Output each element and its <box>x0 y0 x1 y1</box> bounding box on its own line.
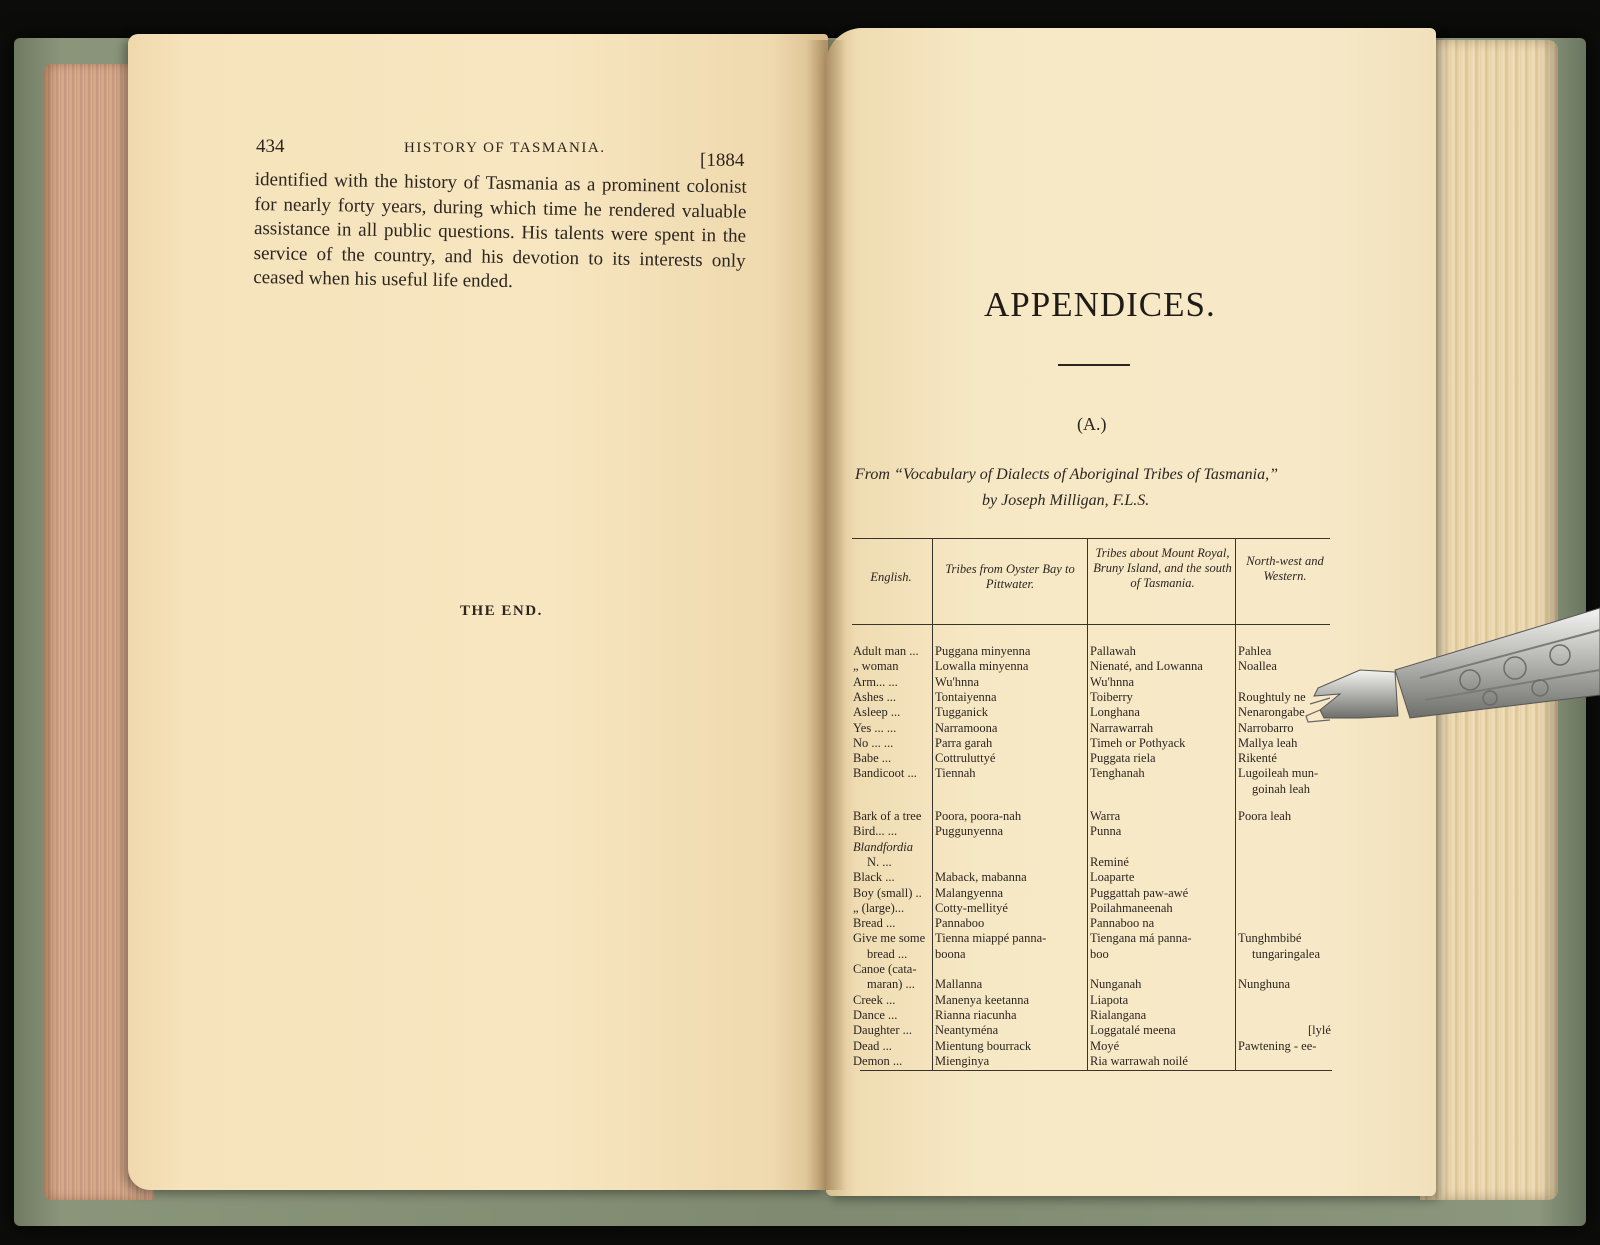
table-cell: Demon ... <box>853 1053 903 1068</box>
table-cell: Bark of a tree <box>853 809 922 823</box>
column-header: Tribes about Mount Royal, Bruny Island, and the south of Tasmania. <box>1093 546 1232 590</box>
table-cell: Poilahmaneenah <box>1090 900 1173 915</box>
table-cell: goinah leah <box>1252 781 1310 796</box>
table-cell: Lugoileah mun- <box>1238 766 1319 781</box>
table-cell: Neantyména <box>935 1023 999 1038</box>
table-cell: Puggana minyenna <box>935 644 1031 658</box>
table-cell: Tiengana má panna- <box>1090 931 1192 946</box>
table-column-rule <box>1235 538 1236 1070</box>
table-cell: Punna <box>1090 824 1122 839</box>
table-cell: Wu'hnna <box>935 674 980 689</box>
table-cell: Give me some <box>853 931 926 946</box>
table-cell: Pannaboo <box>935 916 985 931</box>
table-cell: Narrawarrah <box>1090 720 1154 735</box>
table-cell: Ria warrawah noilé <box>1090 1053 1188 1068</box>
vocabulary-table <box>852 538 1332 1073</box>
the-end-text: THE END. <box>460 603 543 619</box>
table-cell: Boy (small) .. <box>853 885 922 900</box>
table-cell: Noallea <box>1238 659 1277 674</box>
table-cell: Pannaboo na <box>1090 916 1155 931</box>
table-cell: Tenghanah <box>1090 766 1145 781</box>
table-cell: Mientung bourrack <box>935 1038 1032 1053</box>
table-cell: Narrobarro <box>1238 720 1294 735</box>
table-cell: Blandfordia <box>853 839 913 854</box>
table-top-rule <box>852 538 1330 539</box>
table-cell: Cotty-mellityé <box>935 900 1008 915</box>
table-cell: Toiberry <box>1090 689 1133 704</box>
table-column-rule <box>932 538 933 1070</box>
table-cell: Pawtening - ee- <box>1238 1038 1317 1053</box>
table-cell: Puggunyenna <box>935 824 1004 839</box>
table-cell: Nunganah <box>1090 977 1142 992</box>
book-gutter <box>806 40 846 1190</box>
table-cell: Lowalla minyenna <box>935 659 1029 674</box>
table-cell: Bread ... <box>853 916 896 931</box>
table-cell: Pahlea <box>1238 644 1272 658</box>
table-cell: Mallanna <box>935 977 983 992</box>
table-cell: Parra garah <box>935 735 993 750</box>
table-cell: Manenya keetanna <box>935 992 1030 1007</box>
table-cell: Loaparte <box>1090 870 1135 885</box>
column-header: North-west and Western. <box>1246 554 1324 583</box>
table-cell: bread ... <box>867 946 908 961</box>
table-cell: Rikenté <box>1238 751 1277 766</box>
table-cell: Ashes ... <box>853 689 897 704</box>
table-cell: Cottruluttyé <box>935 751 996 766</box>
table-cell: Tiennah <box>935 766 976 781</box>
table-cell: Wu'hnna <box>1090 674 1135 689</box>
column-header: English. <box>870 570 912 584</box>
table-bottom-rule <box>860 1070 1332 1071</box>
table-cell: tungaringalea <box>1252 946 1321 961</box>
section-label: (A.) <box>1077 414 1107 434</box>
table-cell: Arm... ... <box>853 674 898 689</box>
table-cell: Asleep ... <box>853 705 901 720</box>
table-cell: Yes ... ... <box>853 720 897 735</box>
table-cell: Daughter ... <box>853 1023 913 1038</box>
table-cell: Nienaté, and Lowanna <box>1090 659 1203 674</box>
table-cell: Bandicoot ... <box>853 766 917 781</box>
table-cell: Dead ... <box>853 1038 892 1053</box>
table-cell: Poora leah <box>1238 809 1292 823</box>
table-cell: Poora, poora-nah <box>935 809 1022 823</box>
table-cell: Puggata riela <box>1090 751 1156 766</box>
title-rule <box>1058 364 1130 366</box>
year-mark: [1884 <box>700 150 745 171</box>
table-cell: Maback, mabanna <box>935 870 1027 885</box>
table-cell: Malangyenna <box>935 885 1004 900</box>
table-cell: Bird... ... <box>853 824 898 839</box>
table-cell: boona <box>935 946 966 961</box>
table-cell: „ (large)... <box>853 900 905 915</box>
table-header-rule <box>852 624 1330 625</box>
table-cell: Mienginya <box>935 1053 990 1068</box>
table-cell: Warra <box>1090 809 1121 823</box>
table-cell: Narramoona <box>935 720 998 735</box>
table-cell: Pallawah <box>1090 644 1136 658</box>
silver-hand-bookmark-icon <box>1300 600 1600 750</box>
table-cell: Canoe (cata- <box>853 962 917 976</box>
table-cell: Dance ... <box>853 1007 898 1022</box>
table-cell: Babe ... <box>853 751 892 766</box>
source-author-line: by Joseph Milligan, F.L.S. <box>982 492 1150 509</box>
table-cell: [lylé <box>1308 1023 1331 1038</box>
table-cell: Tugganick <box>935 705 989 720</box>
table-cell: Puggattah paw-awé <box>1090 885 1189 900</box>
table-cell: Liapota <box>1090 992 1129 1007</box>
source-line: From “Vocabulary of Dialects of Aboriginal Tribes of Tasmania,” <box>855 466 1279 483</box>
table-cell: Tunghmbibé <box>1238 931 1302 946</box>
table-cell: Tontaiyenna <box>935 689 997 704</box>
table-cell: Roughtuly ne <box>1238 689 1306 704</box>
table-cell: N. ... <box>867 854 892 869</box>
table-cell: Mallya leah <box>1238 735 1298 750</box>
appendices-title: APPENDICES. <box>984 285 1216 324</box>
table-cell: Adult man ... <box>853 644 919 658</box>
table-cell: Moyé <box>1090 1038 1120 1053</box>
table-cell: No ... ... <box>853 735 894 750</box>
page-number: 434 <box>256 136 285 157</box>
table-cell: Nunghuna <box>1238 977 1291 992</box>
column-header: Tribes from Oyster Bay to Pittwater. <box>945 562 1075 591</box>
table-cell: Rianna riacunha <box>935 1007 1017 1022</box>
table-cell: Creek ... <box>853 992 896 1007</box>
table-cell: Nenarongabe <box>1238 705 1305 720</box>
table-cell: Longhana <box>1090 705 1140 720</box>
table-cell: Black ... <box>853 870 895 885</box>
table-cell: Tienna miappé panna- <box>935 931 1047 946</box>
table-cell: maran) ... <box>867 977 915 992</box>
table-cell: „ woman <box>853 659 899 674</box>
table-cell: Timeh or Pothyack <box>1090 735 1186 750</box>
table-cell: Reminé <box>1090 854 1129 869</box>
table-cell: Loggatalé meena <box>1090 1023 1176 1038</box>
body-paragraph: identified with the history of Tasmania as a prominent colonist for nearly forty years, during which time he rendered valuable assistance in all public questions. His talents were spent in the service of the country, and his devotion to its interests only ceased when his useful life ended. <box>253 168 747 293</box>
table-column-rule <box>1087 538 1088 1070</box>
table-cell: boo <box>1090 946 1109 961</box>
table-cell: Rialangana <box>1090 1007 1147 1022</box>
running-head: HISTORY OF TASMANIA. <box>404 140 606 156</box>
